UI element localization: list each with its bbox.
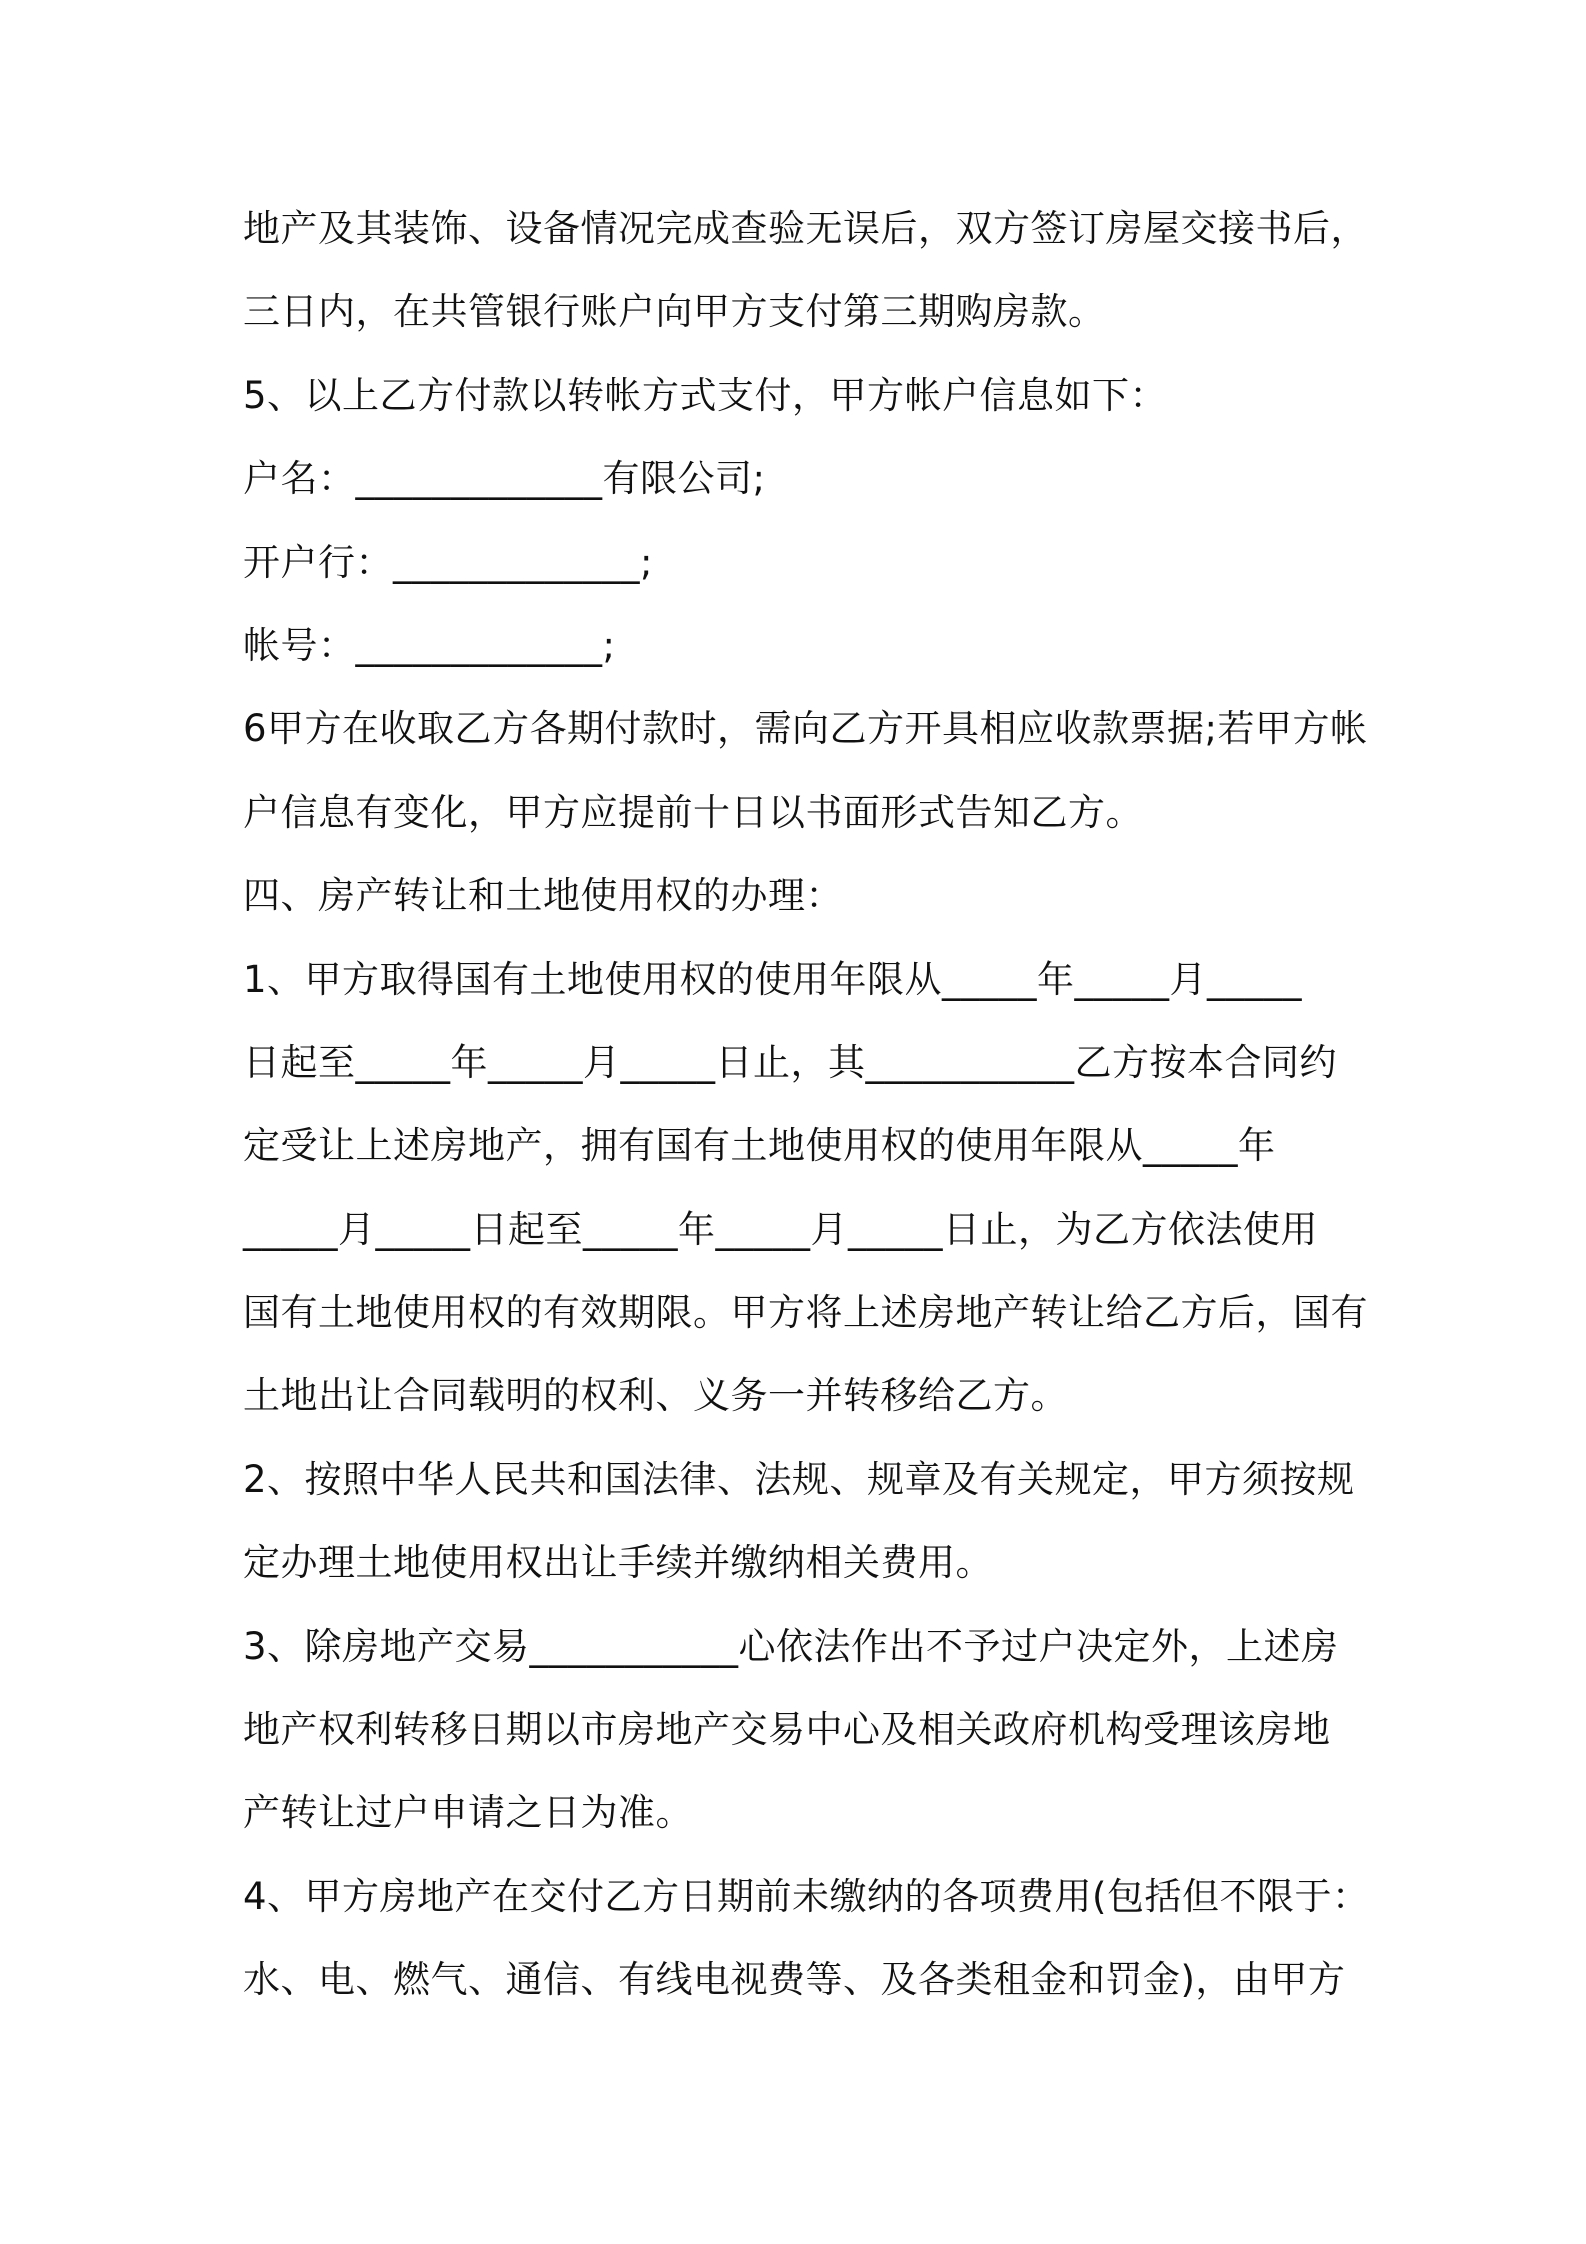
text-line: 定受让上述房地产，拥有国有土地使用权的使用年限从_____年 bbox=[243, 1124, 1276, 1168]
text-line: 4、甲方房地产在交付乙方日期前未缴纳的各项费用(包括但不限于： bbox=[243, 1874, 1370, 1918]
text-line: 6甲方在收取乙方各期付款时，需向乙方开具相应收款票据;若甲方帐 bbox=[243, 707, 1368, 751]
text-line: 日起至_____年_____月_____日止，其___________乙方按本合同约 bbox=[243, 1040, 1337, 1084]
text-line: 国有土地使用权的有效期限。甲方将上述房地产转让给乙方后，国有 bbox=[243, 1291, 1368, 1335]
text-line: 3、除房地产交易___________心依法作出不予过户决定外，上述房 bbox=[243, 1624, 1339, 1668]
text-line: 帐号：_____________; bbox=[243, 623, 616, 667]
text-line: 1、甲方取得国有土地使用权的使用年限从_____年_____月_____ bbox=[243, 957, 1303, 1001]
text-line: _____月_____日起至_____年_____月_____日止，为乙方依法使用 bbox=[243, 1207, 1318, 1251]
text-line: 三日内，在共管银行账户向甲方支付第三期购房款。 bbox=[243, 290, 1106, 334]
text-line: 5、以上乙方付款以转帐方式支付，甲方帐户信息如下： bbox=[243, 373, 1168, 417]
text-line: 土地出让合同载明的权利、义务一并转移给乙方。 bbox=[243, 1374, 1068, 1418]
text-line: 水、电、燃气、通信、有线电视费等、及各类租金和罚金)，由甲方 bbox=[243, 1958, 1346, 2002]
text-line: 开户行：_____________; bbox=[243, 540, 653, 584]
text-line: 户名：_____________有限公司; bbox=[243, 457, 766, 501]
text-line: 地产权利转移日期以市房地产交易中心及相关政府机构受理该房地 bbox=[243, 1708, 1331, 1752]
section-heading: 四、房产转让和土地使用权的办理： bbox=[243, 874, 843, 918]
text-line: 定办理土地使用权出让手续并缴纳相关费用。 bbox=[243, 1541, 993, 1585]
text-line: 户信息有变化，甲方应提前十日以书面形式告知乙方。 bbox=[243, 790, 1143, 834]
text-line: 产转让过户申请之日为准。 bbox=[243, 1791, 693, 1835]
text-line: 2、按照中华人民共和国法律、法规、规章及有关规定，甲方须按规 bbox=[243, 1457, 1355, 1501]
document-body bbox=[243, 201, 1370, 2036]
text-line: 地产及其装饰、设备情况完成查验无误后，双方签订房屋交接书后， bbox=[243, 207, 1368, 250]
